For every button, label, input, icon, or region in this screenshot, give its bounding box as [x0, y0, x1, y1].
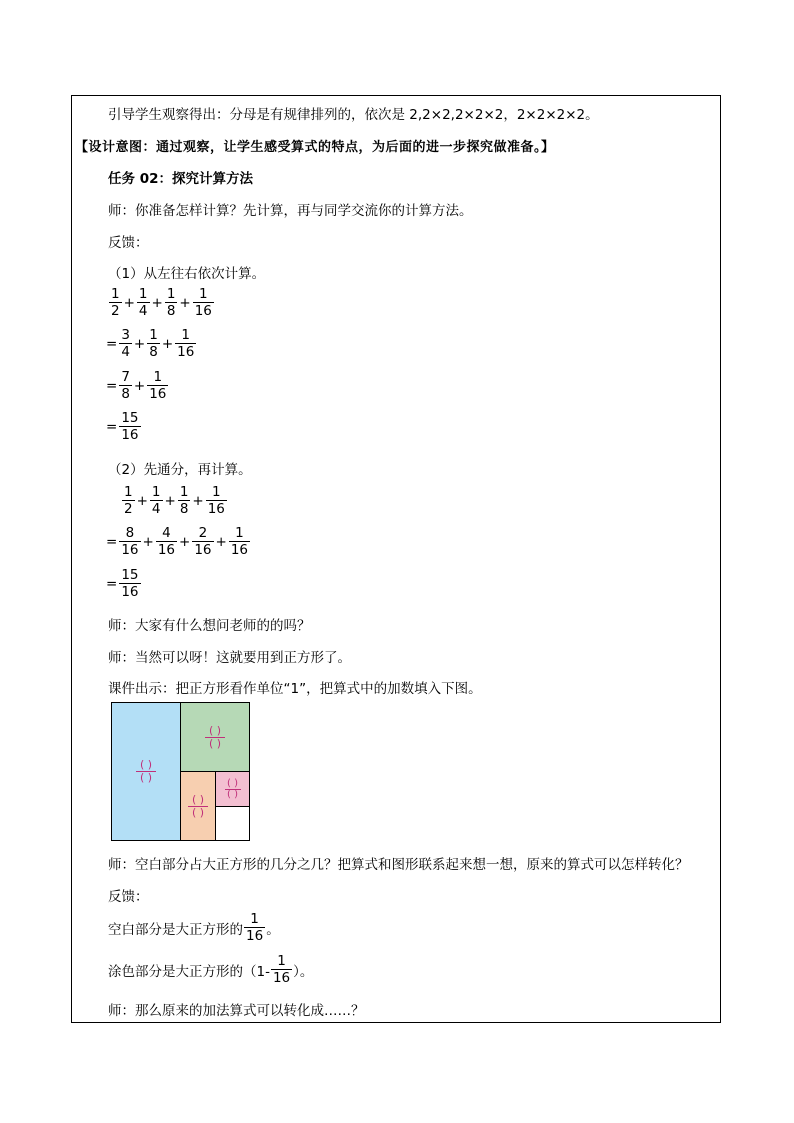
- method2-step2: = $\frac{8}{16}$ + $\frac{4}{16}$ + $\frac{2}{16}$ + $\frac{1}{16}$: [106, 525, 248, 558]
- blank-fraction: ( ) ( ): [205, 726, 225, 749]
- fraction: $\frac{1}{4}$: [151, 484, 161, 517]
- quarter-region: [180, 702, 250, 772]
- fraction: $\frac{1}{8}$: [179, 484, 189, 517]
- fraction: $\frac{1}{16}$: [177, 327, 195, 360]
- content-frame: [71, 95, 721, 1023]
- fraction: $\frac{1}{16}$: [194, 286, 212, 319]
- fraction: $\frac{4}{16}$: [157, 525, 175, 558]
- fraction: $\frac{1}{16}$: [230, 525, 248, 558]
- unit-square-diagram: [111, 702, 250, 841]
- fraction: $\frac{1}{4}$: [138, 286, 148, 319]
- blank-fraction: ( ) ( ): [188, 795, 208, 818]
- fraction: $\frac{1}{2}$: [111, 286, 120, 319]
- method-1-heading: （1）从左往右依次计算。: [108, 266, 266, 282]
- feedback-label-2: 反馈：: [108, 889, 149, 905]
- feedback-label-1: 反馈：: [108, 235, 149, 251]
- fraction: $\frac{1}{2}$: [124, 484, 133, 517]
- blank-fraction: ( ) ( ): [225, 780, 241, 799]
- blank-fraction: ( ) ( ): [136, 760, 156, 783]
- method2-step1: $\frac{1}{2}$ + $\frac{1}{4}$ + $\frac{1}{8}$ + $\frac{1}{16}$: [124, 484, 225, 517]
- fraction: $\frac{7}{8}$: [121, 369, 130, 402]
- sixteenth-region: [215, 771, 250, 807]
- fraction: $\frac{1}{16}$: [246, 911, 264, 944]
- fraction: $\frac{1}{8}$: [149, 327, 158, 360]
- blank-part-sentence: 空白部分是大正方形的 $\frac{1}{16}$ 。: [108, 911, 280, 944]
- colored-part-sentence: 涂色部分是大正方形的（1- $\frac{1}{16}$ ）。: [108, 953, 314, 986]
- fraction: $\frac{15}{16}$: [121, 567, 139, 600]
- fraction: $\frac{15}{16}$: [121, 410, 139, 443]
- method2-result: = $\frac{15}{16}$: [106, 567, 139, 600]
- fraction: $\frac{1}{16}$: [272, 953, 291, 986]
- fraction: $\frac{1}{8}$: [166, 286, 176, 319]
- design-intent-text: 【设计意图：通过观察，让学生感受算式的特点，为后面的进一步探究做准备。】: [75, 140, 555, 155]
- fraction: $\frac{8}{16}$: [121, 525, 139, 558]
- fraction: $\frac{1}{16}$: [207, 484, 225, 517]
- task-heading: 任务 02：探究计算方法: [108, 171, 253, 187]
- teacher-question-2: 师：大家有什么想问老师的的吗？: [108, 618, 311, 634]
- teacher-question-1: 师：你准备怎样计算？先计算，再与同学交流你的计算方法。: [108, 203, 473, 219]
- teacher-answer-2: 师：当然可以呀！这就要用到正方形了。: [108, 650, 351, 666]
- method1-step2: = $\frac{3}{4}$ + $\frac{1}{8}$ + $\frac{1}{16}$: [106, 327, 195, 360]
- blank-region: [215, 806, 250, 841]
- fraction: $\frac{2}{16}$: [194, 525, 212, 558]
- eighth-region: [180, 771, 216, 841]
- half-region: [111, 702, 181, 841]
- fraction: $\frac{1}{16}$: [149, 369, 167, 402]
- method-2-heading: （2）先通分，再计算。: [108, 462, 252, 478]
- observation-text: 引导学生观察得出：分母是有规律排列的，依次是 2,2×2,2×2×2，2×2×2×2。: [108, 107, 599, 123]
- method1-result: = $\frac{15}{16}$: [106, 410, 139, 443]
- fraction: $\frac{3}{4}$: [121, 327, 130, 360]
- courseware-text: 课件出示：把正方形看作单位“1”，把算式中的加数填入下图。: [108, 681, 482, 697]
- method1-step3: = $\frac{7}{8}$ + $\frac{1}{16}$: [106, 369, 167, 402]
- teacher-question-4: 师：那么原来的加法算式可以转化成……？: [108, 1003, 365, 1019]
- teacher-question-3: 师：空白部分占大正方形的几分之几？把算式和图形联系起来想一想，原来的算式可以怎样转化？: [108, 857, 689, 873]
- method1-step1: $\frac{1}{2}$ + $\frac{1}{4}$ + $\frac{1}{8}$ + $\frac{1}{16}$: [111, 286, 212, 319]
